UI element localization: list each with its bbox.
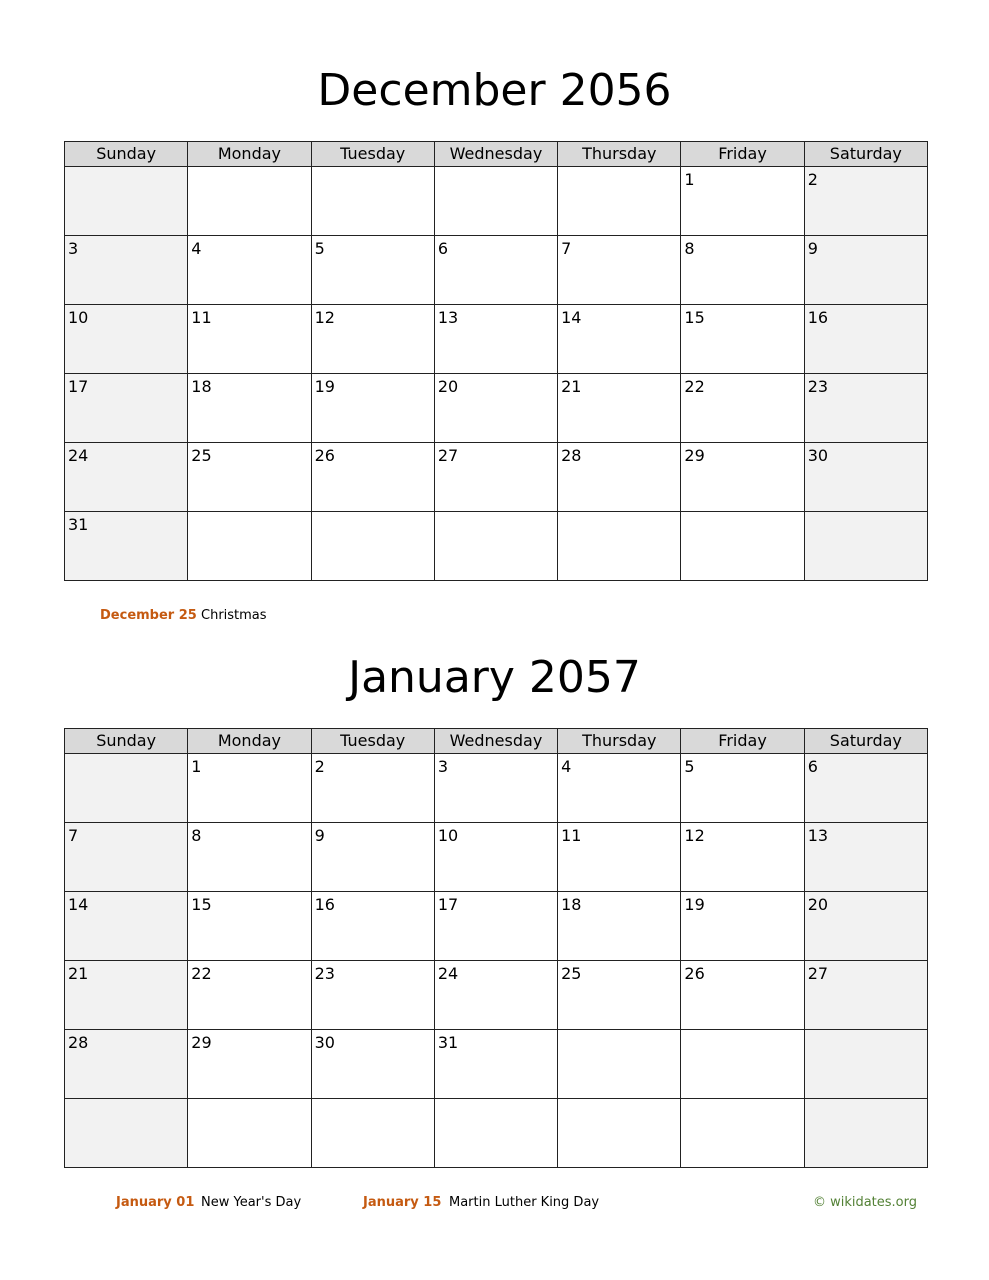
day-number bbox=[681, 515, 684, 534]
day-number bbox=[681, 1033, 684, 1052]
day-number: 8 bbox=[684, 239, 695, 258]
day-number bbox=[65, 1102, 68, 1121]
day-cell[interactable] bbox=[311, 167, 434, 236]
day-cell[interactable] bbox=[188, 443, 311, 512]
day-number: 17 bbox=[437, 895, 459, 914]
day-cell[interactable] bbox=[188, 167, 311, 236]
day-number: 13 bbox=[437, 308, 459, 327]
day-number: 20 bbox=[807, 895, 829, 914]
day-number bbox=[188, 1102, 191, 1121]
day-number: 24 bbox=[68, 446, 89, 465]
day-number: 20 bbox=[437, 377, 459, 396]
day-cell[interactable] bbox=[558, 305, 681, 374]
week-row bbox=[65, 892, 928, 961]
weekday-header: Friday bbox=[681, 142, 804, 167]
day-number: 26 bbox=[684, 964, 705, 983]
week-row bbox=[65, 961, 928, 1030]
credit-link[interactable]: © wikidates.org bbox=[812, 1195, 917, 1210]
month-title: December 2056 bbox=[317, 65, 672, 116]
day-cell[interactable] bbox=[188, 1030, 311, 1099]
day-cell[interactable] bbox=[681, 754, 804, 823]
day-number: 15 bbox=[191, 895, 212, 914]
day-number bbox=[312, 170, 315, 189]
week-row bbox=[65, 823, 928, 892]
day-cell[interactable] bbox=[311, 236, 434, 305]
day-number bbox=[805, 1102, 808, 1121]
day-number: 21 bbox=[68, 964, 89, 983]
day-number: 27 bbox=[437, 446, 459, 465]
holiday-date: December 25 bbox=[100, 608, 197, 623]
day-cell[interactable] bbox=[804, 305, 927, 374]
holiday-list bbox=[100, 608, 267, 623]
day-number: 1 bbox=[191, 757, 202, 776]
day-cell[interactable] bbox=[188, 823, 311, 892]
week-row bbox=[65, 512, 928, 581]
day-number: 18 bbox=[191, 377, 212, 396]
day-number bbox=[558, 170, 561, 189]
day-cell[interactable] bbox=[681, 443, 804, 512]
day-number: 18 bbox=[561, 895, 582, 914]
day-number: 29 bbox=[684, 446, 705, 465]
day-number: 11 bbox=[561, 826, 582, 845]
day-cell[interactable] bbox=[681, 305, 804, 374]
day-number bbox=[558, 1102, 561, 1121]
day-number bbox=[312, 515, 315, 534]
day-cell[interactable] bbox=[681, 1099, 804, 1168]
day-number bbox=[558, 515, 561, 534]
day-cell[interactable] bbox=[311, 512, 434, 581]
day-cell[interactable] bbox=[188, 374, 311, 443]
weekday-header: Tuesday bbox=[311, 729, 434, 754]
day-number: 10 bbox=[437, 826, 459, 845]
day-cell[interactable] bbox=[434, 1099, 557, 1168]
day-number bbox=[435, 1102, 438, 1121]
day-number: 12 bbox=[314, 308, 335, 327]
day-cell[interactable] bbox=[804, 167, 927, 236]
day-cell[interactable] bbox=[804, 961, 927, 1030]
weekday-header: Friday bbox=[681, 729, 804, 754]
day-number: 14 bbox=[68, 895, 89, 914]
day-cell[interactable] bbox=[65, 1099, 188, 1168]
day-cell[interactable] bbox=[558, 1099, 681, 1168]
day-cell[interactable] bbox=[681, 892, 804, 961]
weekday-header: Saturday bbox=[804, 142, 927, 167]
weekday-header: Tuesday bbox=[311, 142, 434, 167]
day-cell[interactable] bbox=[65, 374, 188, 443]
day-cell[interactable] bbox=[804, 1030, 927, 1099]
day-cell[interactable] bbox=[65, 1030, 188, 1099]
holiday-name: New Year's Day bbox=[201, 1195, 302, 1210]
day-cell[interactable] bbox=[681, 167, 804, 236]
day-number bbox=[188, 170, 191, 189]
day-number: 30 bbox=[314, 1033, 335, 1052]
holiday-date: January 01 bbox=[116, 1195, 195, 1210]
day-cell[interactable] bbox=[311, 754, 434, 823]
day-cell[interactable] bbox=[558, 892, 681, 961]
weekday-header: Saturday bbox=[804, 729, 927, 754]
day-cell[interactable] bbox=[434, 374, 557, 443]
day-number: 11 bbox=[191, 308, 212, 327]
day-cell[interactable] bbox=[311, 1099, 434, 1168]
month-calendar bbox=[64, 728, 928, 1168]
day-cell[interactable] bbox=[558, 961, 681, 1030]
day-number: 26 bbox=[314, 446, 335, 465]
day-cell[interactable] bbox=[681, 961, 804, 1030]
week-row bbox=[65, 374, 928, 443]
day-number: 2 bbox=[807, 170, 818, 189]
holiday-name: Christmas bbox=[201, 608, 267, 623]
day-number: 31 bbox=[437, 1033, 459, 1052]
day-cell[interactable] bbox=[558, 823, 681, 892]
day-number bbox=[805, 515, 808, 534]
day-cell[interactable] bbox=[434, 512, 557, 581]
weekday-header: Monday bbox=[188, 729, 311, 754]
weekday-header-row bbox=[65, 729, 928, 754]
day-cell[interactable] bbox=[681, 823, 804, 892]
day-cell[interactable] bbox=[311, 1030, 434, 1099]
day-number: 24 bbox=[437, 964, 459, 983]
day-cell[interactable] bbox=[188, 961, 311, 1030]
day-cell[interactable] bbox=[804, 512, 927, 581]
weekday-header-row bbox=[65, 142, 928, 167]
day-number bbox=[312, 1102, 315, 1121]
day-number: 3 bbox=[437, 757, 449, 776]
day-cell[interactable] bbox=[188, 1099, 311, 1168]
day-cell[interactable] bbox=[311, 305, 434, 374]
day-number: 4 bbox=[191, 239, 202, 258]
holiday-date: January 15 bbox=[363, 1195, 442, 1210]
day-number: 25 bbox=[561, 964, 582, 983]
day-cell[interactable] bbox=[804, 754, 927, 823]
day-cell[interactable] bbox=[804, 1099, 927, 1168]
day-cell[interactable] bbox=[188, 236, 311, 305]
day-cell[interactable] bbox=[65, 236, 188, 305]
day-number: 27 bbox=[807, 964, 829, 983]
day-number bbox=[435, 170, 438, 189]
day-number: 16 bbox=[314, 895, 335, 914]
day-number: 30 bbox=[807, 446, 829, 465]
day-cell[interactable] bbox=[188, 512, 311, 581]
day-number: 6 bbox=[437, 239, 449, 258]
day-number: 3 bbox=[68, 239, 79, 258]
weekday-header: Wednesday bbox=[434, 729, 557, 754]
day-number: 28 bbox=[561, 446, 582, 465]
day-cell[interactable] bbox=[311, 823, 434, 892]
day-cell[interactable] bbox=[558, 754, 681, 823]
day-cell[interactable] bbox=[558, 167, 681, 236]
day-number: 8 bbox=[191, 826, 202, 845]
weekday-header: Wednesday bbox=[434, 142, 557, 167]
day-number: 23 bbox=[314, 964, 335, 983]
week-row bbox=[65, 1099, 928, 1168]
day-number: 31 bbox=[68, 515, 89, 534]
day-cell[interactable] bbox=[434, 892, 557, 961]
day-number: 9 bbox=[807, 239, 818, 258]
day-cell[interactable] bbox=[434, 443, 557, 512]
day-number: 16 bbox=[807, 308, 829, 327]
day-number bbox=[435, 515, 438, 534]
day-cell[interactable] bbox=[65, 512, 188, 581]
day-number: 6 bbox=[807, 757, 818, 776]
week-row bbox=[65, 305, 928, 374]
day-cell[interactable] bbox=[558, 443, 681, 512]
day-number bbox=[681, 1102, 684, 1121]
day-cell[interactable] bbox=[558, 374, 681, 443]
day-cell[interactable] bbox=[188, 305, 311, 374]
week-row bbox=[65, 1030, 928, 1099]
day-number: 25 bbox=[191, 446, 212, 465]
week-row bbox=[65, 754, 928, 823]
day-cell[interactable] bbox=[434, 961, 557, 1030]
holiday-name: Martin Luther King Day bbox=[449, 1195, 600, 1210]
day-number: 19 bbox=[684, 895, 705, 914]
day-number: 7 bbox=[68, 826, 79, 845]
week-row bbox=[65, 443, 928, 512]
day-cell[interactable] bbox=[804, 823, 927, 892]
day-cell[interactable] bbox=[558, 512, 681, 581]
day-cell[interactable] bbox=[434, 305, 557, 374]
day-number: 21 bbox=[561, 377, 582, 396]
month-calendar bbox=[64, 141, 928, 581]
holiday-list bbox=[116, 1195, 599, 1210]
day-cell[interactable] bbox=[804, 374, 927, 443]
month-title: January 2057 bbox=[348, 652, 641, 703]
weekday-header: Sunday bbox=[65, 729, 188, 754]
day-number: 28 bbox=[68, 1033, 89, 1052]
day-number: 15 bbox=[684, 308, 705, 327]
day-cell[interactable] bbox=[311, 374, 434, 443]
day-cell[interactable] bbox=[434, 823, 557, 892]
day-cell[interactable] bbox=[434, 167, 557, 236]
day-cell[interactable] bbox=[681, 1030, 804, 1099]
day-number: 19 bbox=[314, 377, 335, 396]
day-cell[interactable] bbox=[188, 754, 311, 823]
weekday-header: Thursday bbox=[558, 729, 681, 754]
day-number bbox=[805, 1033, 808, 1052]
day-cell[interactable] bbox=[65, 823, 188, 892]
day-cell[interactable] bbox=[434, 236, 557, 305]
day-number: 1 bbox=[684, 170, 695, 189]
day-number: 13 bbox=[807, 826, 829, 845]
day-number bbox=[188, 515, 191, 534]
day-cell[interactable] bbox=[65, 305, 188, 374]
weekday-header: Sunday bbox=[65, 142, 188, 167]
day-cell[interactable] bbox=[681, 236, 804, 305]
week-row bbox=[65, 236, 928, 305]
day-number bbox=[65, 757, 68, 776]
day-number: 23 bbox=[807, 377, 829, 396]
day-number bbox=[558, 1033, 561, 1052]
day-cell[interactable] bbox=[434, 754, 557, 823]
day-cell[interactable] bbox=[65, 961, 188, 1030]
day-cell[interactable] bbox=[804, 892, 927, 961]
day-number: 4 bbox=[561, 757, 572, 776]
day-cell[interactable] bbox=[681, 374, 804, 443]
day-cell[interactable] bbox=[188, 892, 311, 961]
day-cell[interactable] bbox=[65, 754, 188, 823]
day-cell[interactable] bbox=[311, 443, 434, 512]
day-number: 14 bbox=[561, 308, 582, 327]
weekday-header: Monday bbox=[188, 142, 311, 167]
day-cell[interactable] bbox=[804, 443, 927, 512]
day-cell[interactable] bbox=[681, 512, 804, 581]
day-cell[interactable] bbox=[311, 892, 434, 961]
day-number: 17 bbox=[68, 377, 89, 396]
week-row bbox=[65, 167, 928, 236]
day-cell[interactable] bbox=[65, 443, 188, 512]
day-number: 5 bbox=[684, 757, 695, 776]
day-number: 22 bbox=[684, 377, 705, 396]
day-number: 9 bbox=[314, 826, 325, 845]
day-cell[interactable] bbox=[65, 167, 188, 236]
weekday-header: Thursday bbox=[558, 142, 681, 167]
day-number bbox=[65, 170, 68, 189]
day-number: 22 bbox=[191, 964, 212, 983]
day-cell[interactable] bbox=[804, 236, 927, 305]
day-cell[interactable] bbox=[434, 1030, 557, 1099]
day-cell[interactable] bbox=[558, 1030, 681, 1099]
day-cell[interactable] bbox=[558, 236, 681, 305]
day-number: 12 bbox=[684, 826, 705, 845]
day-number: 10 bbox=[68, 308, 89, 327]
day-number: 7 bbox=[561, 239, 572, 258]
day-number: 2 bbox=[314, 757, 325, 776]
day-number: 29 bbox=[191, 1033, 212, 1052]
day-number: 5 bbox=[314, 239, 325, 258]
day-cell[interactable] bbox=[311, 961, 434, 1030]
day-cell[interactable] bbox=[65, 892, 188, 961]
